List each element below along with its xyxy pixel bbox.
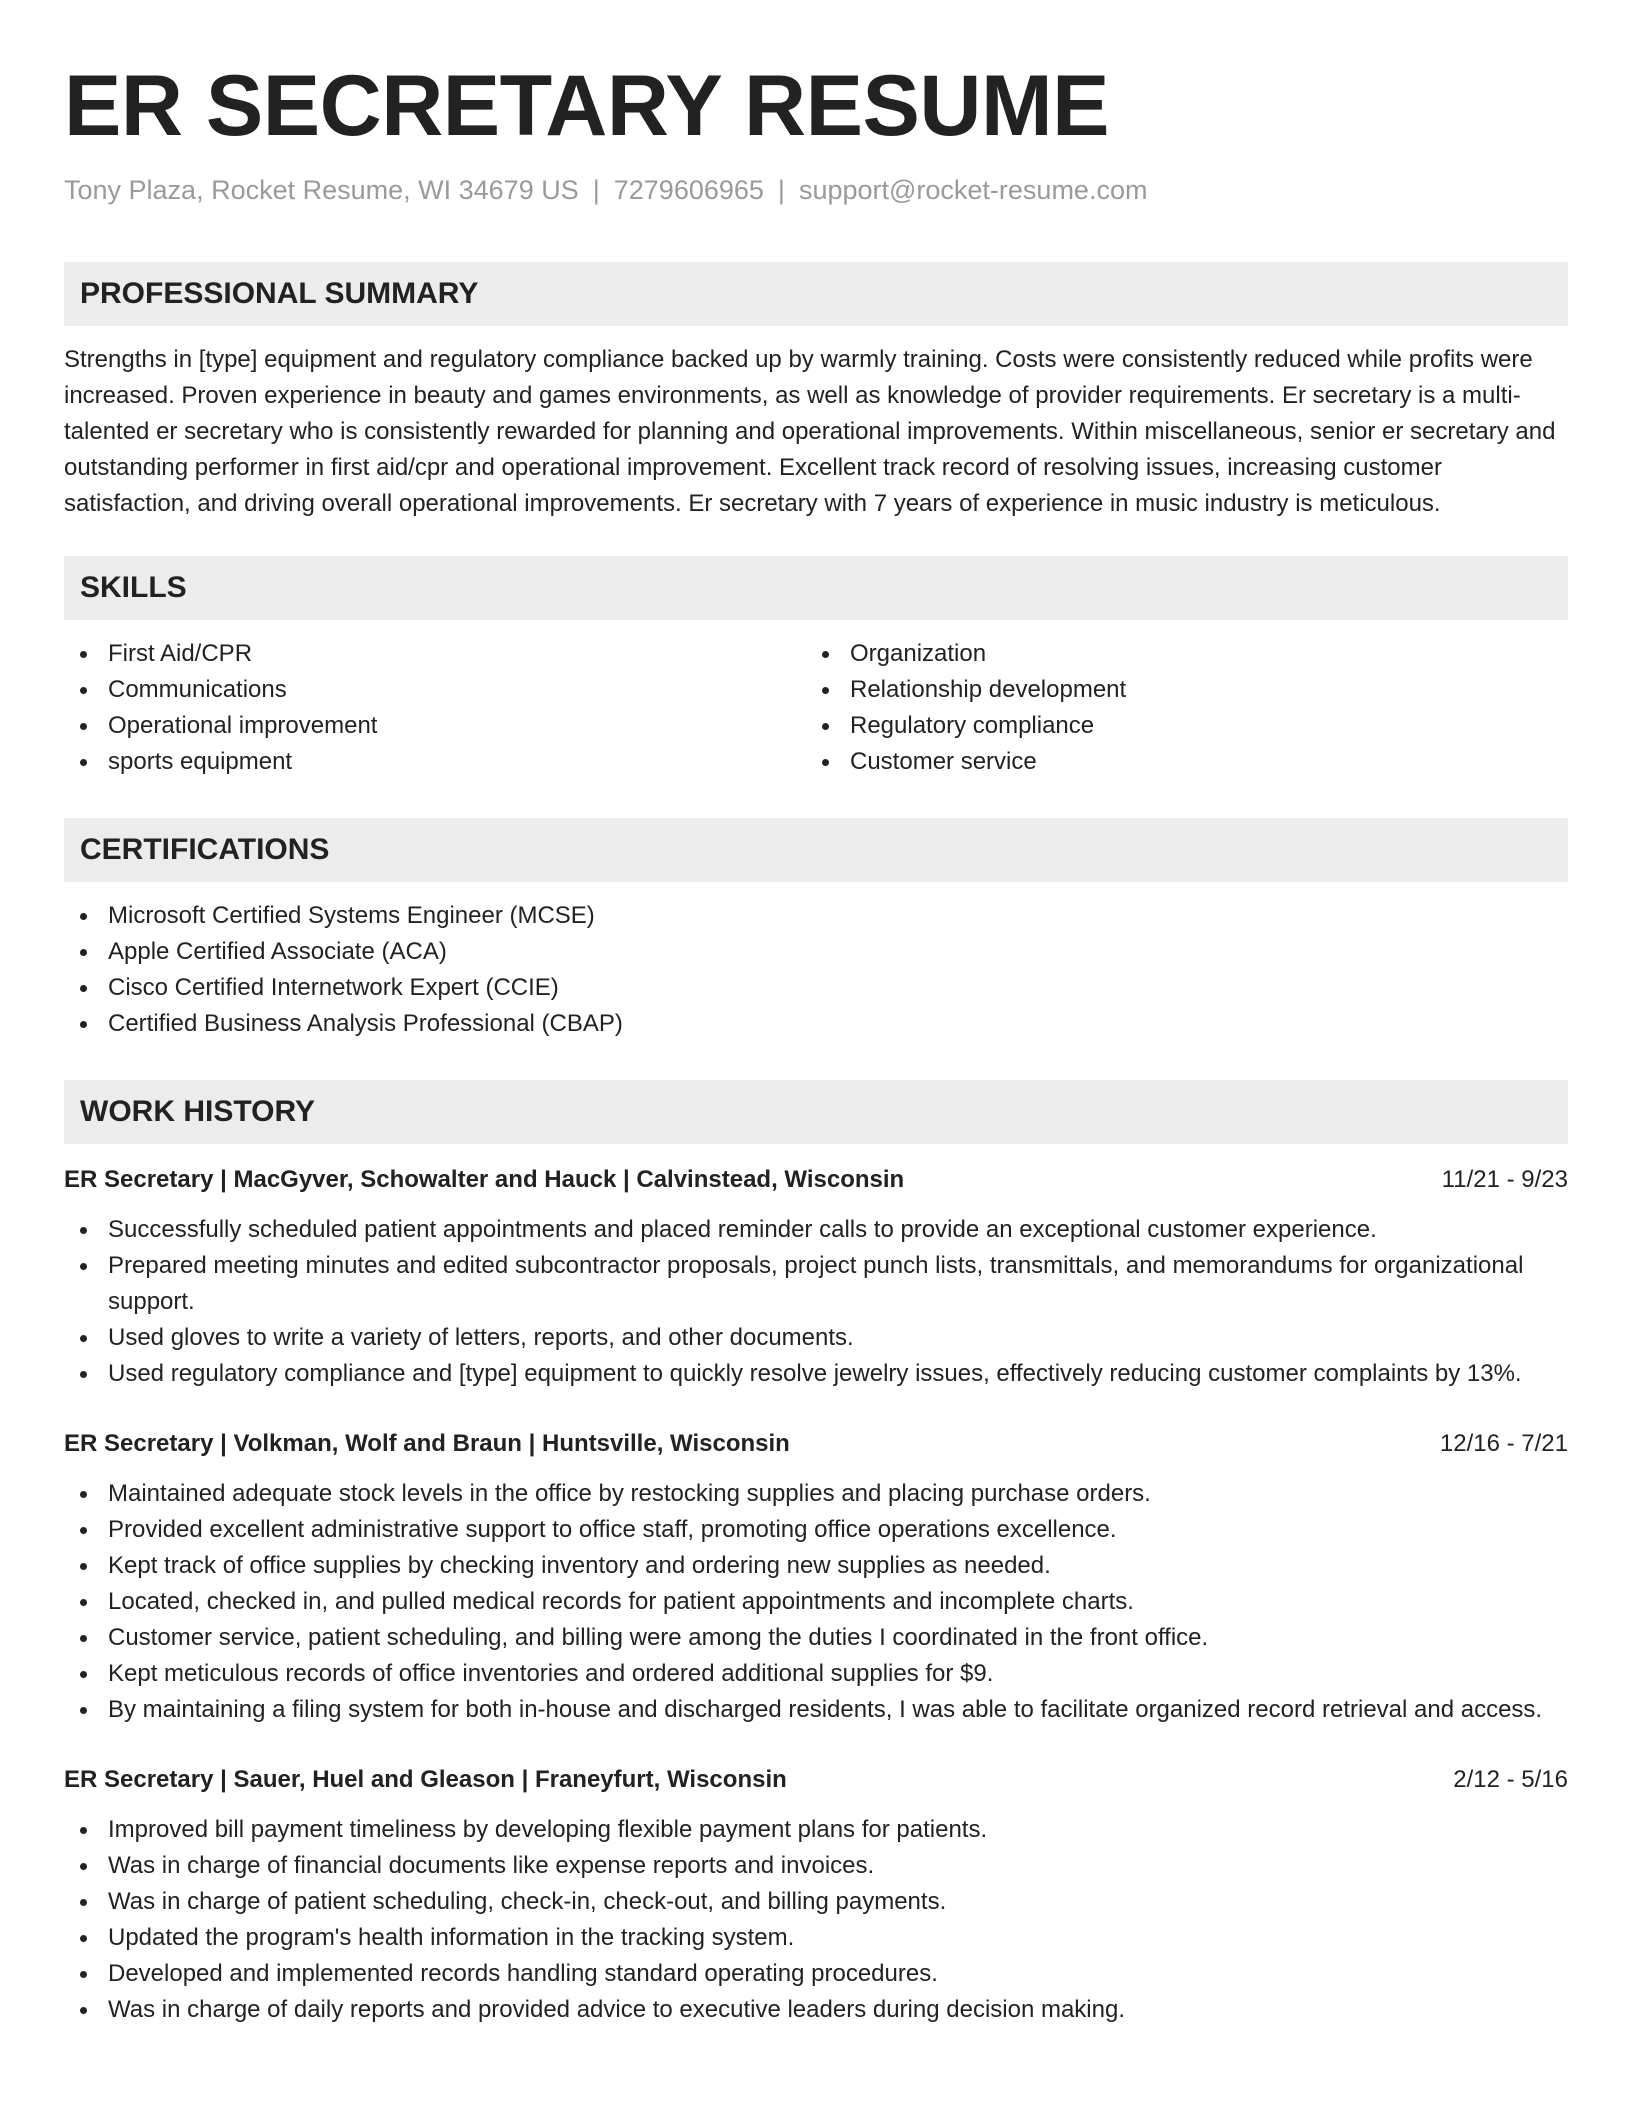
skill-item: Operational improvement — [64, 708, 806, 744]
skill-item: Relationship development — [806, 672, 1548, 708]
job-bullet: Used regulatory compliance and [type] equipment to quickly resolve jewelry issues, effectively reducing customer complaints by 13%. — [64, 1356, 1568, 1392]
skill-item: Organization — [806, 636, 1548, 672]
resume-title: ER SECRETARY RESUME — [64, 58, 1109, 154]
section-header-summary: PROFESSIONAL SUMMARY — [64, 262, 1568, 326]
skill-item: sports equipment — [64, 744, 806, 780]
certification-item: Apple Certified Associate (ACA) — [64, 934, 1568, 970]
job-dates: 11/21 - 9/23 — [1441, 1166, 1568, 1193]
job-bullet: Kept meticulous records of office inventories and ordered additional supplies for $9. — [64, 1656, 1568, 1692]
section-header-skills: SKILLS — [64, 556, 1568, 620]
job-bullet: Improved bill payment timeliness by developing flexible payment plans for patients. — [64, 1812, 1568, 1848]
contact-line — [64, 172, 1568, 208]
skill-item: Regulatory compliance — [806, 708, 1548, 744]
job-bullet-list — [64, 1212, 1568, 1392]
skill-item: Customer service — [806, 744, 1548, 780]
contact-address: Tony Plaza, Rocket Resume, WI 34679 US — [64, 175, 579, 205]
section-header-work-history: WORK HISTORY — [64, 1080, 1568, 1144]
skill-item: First Aid/CPR — [64, 636, 806, 672]
contact-separator: | — [592, 175, 600, 205]
job-bullet: Provided excellent administrative support to office staff, promoting office operations excellence. — [64, 1512, 1568, 1548]
section-header-certifications: CERTIFICATIONS — [64, 818, 1568, 882]
job-entry — [64, 1162, 1568, 1392]
job-bullet: Kept track of office supplies by checking inventory and ordering new supplies as needed. — [64, 1548, 1568, 1584]
job-title: ER Secretary | MacGyver, Schowalter and Hauck | Calvinstead, Wisconsin — [64, 1166, 905, 1193]
skills-column-right — [806, 636, 1548, 780]
job-bullet: Was in charge of financial documents like expense reports and invoices. — [64, 1848, 1568, 1884]
skills-grid — [64, 636, 1568, 780]
job-title: ER Secretary | Volkman, Wolf and Braun | Huntsville, Wisconsin — [64, 1430, 790, 1457]
job-bullet-list — [64, 1812, 1568, 2028]
job-bullet: Used gloves to write a variety of letters, reports, and other documents. — [64, 1320, 1568, 1356]
job-bullet: Successfully scheduled patient appointments and placed reminder calls to provide an exceptional customer experience. — [64, 1212, 1568, 1248]
certification-item: Certified Business Analysis Professional (CBAP) — [64, 1006, 1568, 1042]
job-header — [64, 1762, 1568, 1798]
job-title: ER Secretary | Sauer, Huel and Gleason | Franeyfurt, Wisconsin — [64, 1766, 787, 1793]
job-header — [64, 1426, 1568, 1462]
contact-separator: | — [777, 175, 785, 205]
job-dates: 2/12 - 5/16 — [1453, 1766, 1568, 1793]
job-bullet: Developed and implemented records handling standard operating procedures. — [64, 1956, 1568, 1992]
skills-column-left — [64, 636, 806, 780]
job-bullet: Customer service, patient scheduling, and billing were among the duties I coordinated in the front office. — [64, 1620, 1568, 1656]
job-bullet: Updated the program's health information in the tracking system. — [64, 1920, 1568, 1956]
job-bullet: Prepared meeting minutes and edited subcontractor proposals, project punch lists, transmittals, and memorandums for organizational support. — [64, 1248, 1568, 1320]
job-bullet: Maintained adequate stock levels in the office by restocking supplies and placing purchase orders. — [64, 1476, 1568, 1512]
job-bullet: Was in charge of daily reports and provided advice to executive leaders during decision making. — [64, 1992, 1568, 2028]
job-header — [64, 1162, 1568, 1198]
summary-text: Strengths in [type] equipment and regulatory compliance backed up by warmly training. Costs were consistently reduced while profits were increased. Proven experience in beauty and games environments, as well as knowledge of provider requirements. Er secretary is a multi-talented er secretary who is consistently rewarded for planning and operational improvements. Within miscellaneous, senior er secretary and outstanding performer in first aid/cpr and operational improvement. Excellent track record of resolving issues, increasing customer satisfaction, and driving overall operational improvements. Er secretary with 7 years of experience in music industry is meticulous. — [64, 346, 1556, 517]
job-bullet-list — [64, 1476, 1568, 1728]
job-bullet: Was in charge of patient scheduling, check-in, check-out, and billing payments. — [64, 1884, 1568, 1920]
certification-item: Microsoft Certified Systems Engineer (MCSE) — [64, 898, 1568, 934]
job-dates: 12/16 - 7/21 — [1439, 1430, 1568, 1457]
contact-phone: 7279606965 — [613, 175, 764, 205]
job-entry — [64, 1762, 1568, 2028]
skill-item: Communications — [64, 672, 806, 708]
job-bullet: By maintaining a filing system for both in-house and discharged residents, I was able to facilitate organized record retrieval and access. — [64, 1692, 1568, 1728]
contact-email: support@rocket-resume.com — [798, 175, 1148, 205]
certification-item: Cisco Certified Internetwork Expert (CCIE) — [64, 970, 1568, 1006]
certification-list — [64, 898, 1568, 1042]
job-bullet: Located, checked in, and pulled medical records for patient appointments and incomplete charts. — [64, 1584, 1568, 1620]
job-entry — [64, 1426, 1568, 1728]
